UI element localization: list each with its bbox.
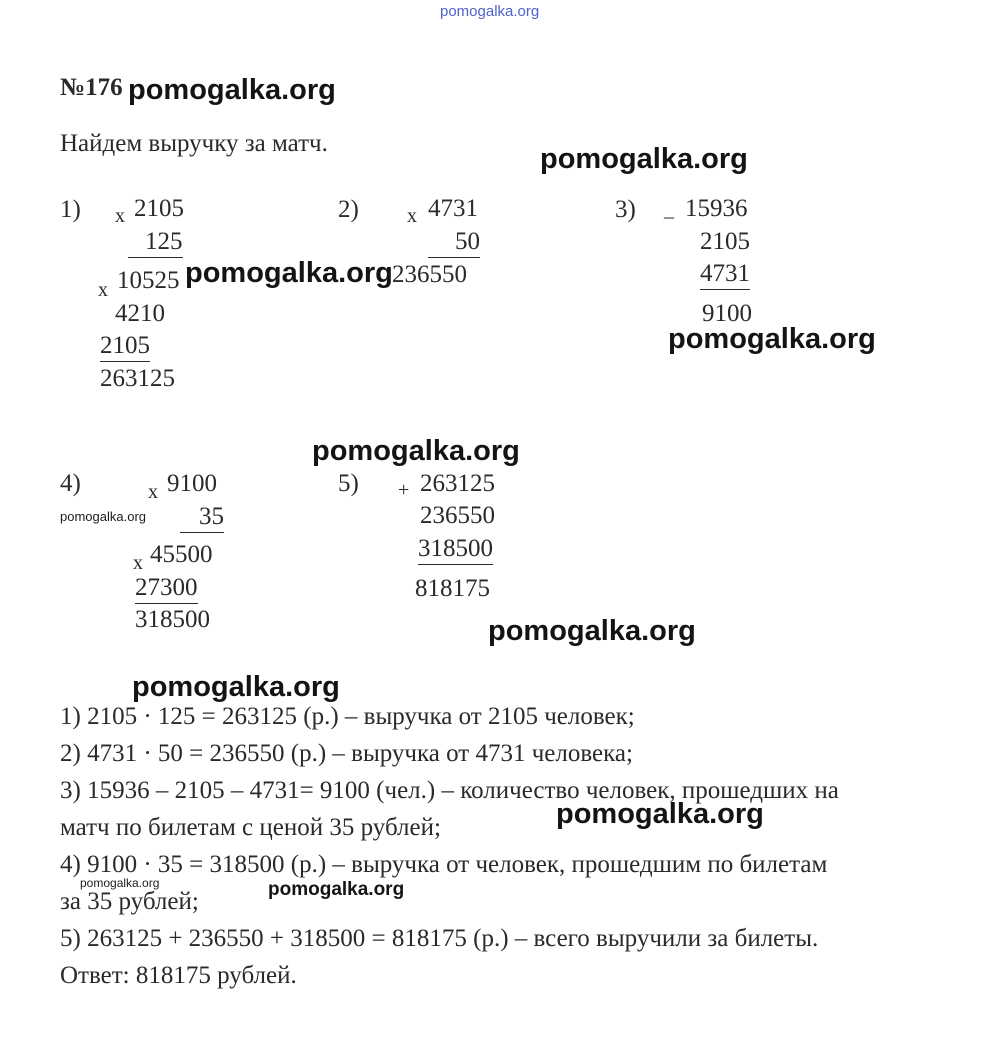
calc-4-label: 4) <box>60 470 81 497</box>
calc-1-label: 1) <box>60 196 81 223</box>
step-3-cont: матч по билетам с ценой 35 рублей; <box>60 814 441 841</box>
calc-4-factor-b: 35 <box>180 503 224 533</box>
calc-1-sign: x <box>115 205 125 227</box>
step-4-cont: за 35 рублей; <box>60 888 199 915</box>
calc-5-addend-2: 236550 <box>420 502 495 529</box>
watermark-7: pomogalka.org <box>488 615 696 647</box>
watermark-1: pomogalka.org <box>128 74 336 106</box>
calc-3-subtrahend-1: 2105 <box>700 228 750 255</box>
calc-1-sign-2: x <box>98 279 108 301</box>
calc-4-result: 318500 <box>135 606 210 633</box>
calc-2-sign: x <box>407 205 417 227</box>
step-5: 5) 263125 + 236550 + 318500 = 818175 (р.) – всего выручили за билеты. <box>60 925 819 952</box>
watermark-8: pomogalka.org <box>132 671 340 703</box>
watermark-6: pomogalka.org <box>60 509 146 524</box>
step-3: 3) 15936 – 2105 – 4731= 9100 (чел.) – количество человек, прошедших на <box>60 777 839 804</box>
watermark-2: pomogalka.org <box>540 143 748 175</box>
task-intro: Найдем выручку за матч. <box>60 130 328 157</box>
calc-2-result: 236550 <box>392 261 467 288</box>
calc-1-result: 263125 <box>100 365 175 392</box>
calc-4-partial-1: 45500 <box>150 541 213 568</box>
calc-4-partial-2: 27300 <box>135 574 198 604</box>
calc-4-sign: x <box>148 481 158 503</box>
calc-3-result: 9100 <box>702 300 752 327</box>
watermark-10: pomogalka.org <box>80 876 160 890</box>
calc-1-partial-1: 10525 <box>117 267 180 294</box>
step-1: 1) 2105 · 125 = 263125 (р.) – выручка от 2105 человек; <box>60 703 635 730</box>
task-number: №176 <box>60 74 123 101</box>
calc-1-factor-b: 125 <box>128 228 183 258</box>
calc-2-factor-b: 50 <box>428 228 480 258</box>
watermark-11: pomogalka.org <box>268 879 405 900</box>
calc-3-minuend: 15936 <box>685 195 748 222</box>
calc-5-result: 818175 <box>415 575 490 602</box>
watermark-top: pomogalka.org <box>440 3 540 20</box>
calc-5-label: 5) <box>338 470 359 497</box>
watermark-5: pomogalka.org <box>312 435 520 467</box>
calc-5-addend-3: 318500 <box>418 535 493 565</box>
watermark-9: pomogalka.org <box>556 798 764 830</box>
watermark-4: pomogalka.org <box>668 323 876 355</box>
step-2: 2) 4731 · 50 = 236550 (р.) – выручка от 4731 человека; <box>60 740 633 767</box>
calc-5-sign: + <box>398 479 410 501</box>
calc-1-partial-3: 2105 <box>100 332 150 362</box>
answer: Ответ: 818175 рублей. <box>60 962 297 989</box>
calc-1-partial-2: 4210 <box>115 300 165 327</box>
calc-4-factor-a: 9100 <box>167 470 217 497</box>
calc-5-addend-1: 263125 <box>420 470 495 497</box>
step-4: 4) 9100 · 35 = 318500 (р.) – выручка от человек, прошедшим по билетам <box>60 851 828 878</box>
calc-3-sign: _ <box>664 199 674 221</box>
calc-1-factor-a: 2105 <box>134 195 184 222</box>
calc-2-factor-a: 4731 <box>428 195 478 222</box>
calc-3-subtrahend-2: 4731 <box>700 260 750 290</box>
watermark-3: pomogalka.org <box>185 257 393 289</box>
calc-3-label: 3) <box>615 196 636 223</box>
calc-4-sign-2: x <box>133 552 143 574</box>
calc-2-label: 2) <box>338 196 359 223</box>
